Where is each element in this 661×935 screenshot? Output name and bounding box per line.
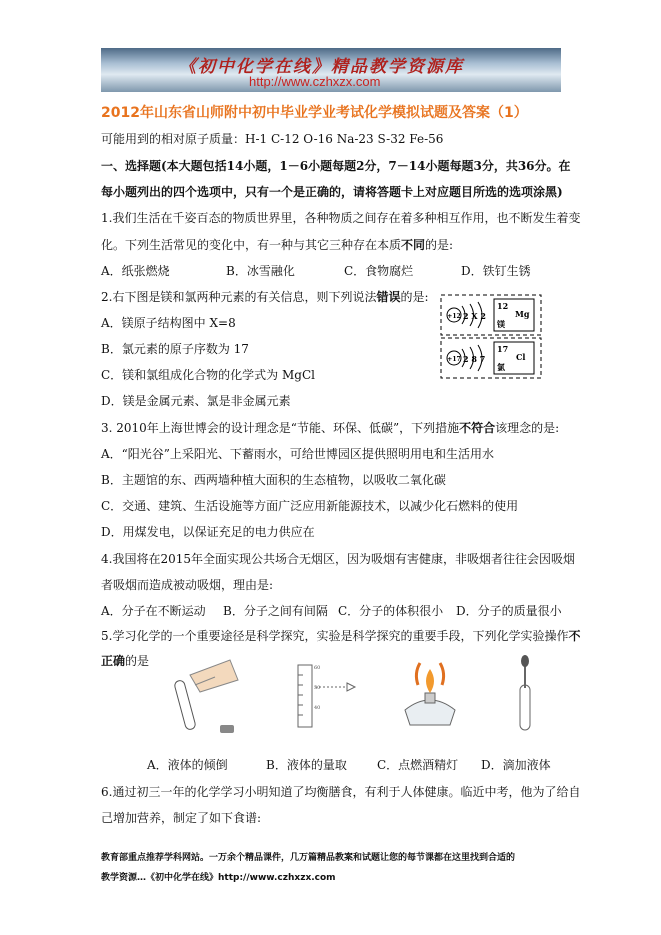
q1-text: 化。下列生活常见的变化中，有一种与其它三种存在本质 [101,238,402,252]
q5-option-d: D．滴加液体 [481,758,551,772]
cl-nucleus-label: +17 [447,356,461,363]
q4-option-c: C．分子的体积很小 [338,604,444,618]
q2-text-end: 的是: [400,290,429,304]
q5-emphasis: 不 [568,629,581,643]
banner-title: 《初中化学在线》精品教学资源库 [179,57,464,77]
q3-option-d: D．用煤发电，以保证充足的电力供应在 [101,525,315,539]
q2-stem [101,289,429,305]
pouring-liquid-illustration [174,660,238,733]
section1-line1: 一、选择题(本大题包括14小题，1－6小题每题2分，7－14小题每题3分，共36分。在 [101,159,571,173]
q5-option-c: C．点燃酒精灯 [377,758,459,772]
q3-option-a: A．“阳光谷”上采阳光、下蓄雨水，可给世博园区提供照明用电和生活用水 [101,447,494,461]
measuring-cylinder-illustration [298,665,355,727]
page-title: 2012年山东省山师附中初中毕业学业考试化学模拟试题及答案（1） [101,105,528,121]
element-info-figure [440,294,542,380]
alcohol-lamp-illustration [405,663,455,725]
q5-emphasis-2: 正确 [101,654,126,668]
q4-line2: 者吸烟而造成被动吸烟，理由是: [101,578,274,592]
q3-option-c: C．交通、建筑、生活设施等方面广泛应用新能源技术，以减少化石燃料的使用 [101,499,519,513]
atomic-masses: 可能用到的相对原子质量：H-1 C-12 O-16 Na-23 S-32 Fe-56 [101,132,444,146]
q1-text-end: 的是: [425,238,454,252]
q3-emphasis: 不符合 [459,421,496,435]
cl-name: 氯 [497,362,505,372]
cylinder-tick-40: 40 [314,705,321,711]
q6-line2: 己增加营养，制定了如下食谱: [101,811,262,825]
q3-option-b: B．主题馆的东、西两墙种植大面积的生态植物，以吸收二氧化碳 [101,473,446,487]
q1-option-d: D．铁钉生锈 [461,264,531,278]
cylinder-tick-60: 60 [314,665,321,671]
q2-text: 2.右下图是镁和氯两种元素的有关信息，则下列说法 [101,290,377,304]
q2-option-a: A．镁原子结构图中 X=8 [101,316,236,330]
q4-option-b: B．分子之间有间隔 [223,604,328,618]
cl-shells: 2 8 7 [463,354,486,364]
q6-line1: 6.通过初三一年的化学学习小明知道了均衡膳食，有利于人体健康。临近中考，他为了给自 [101,785,581,799]
q1-option-c: C．食物腐烂 [344,264,414,278]
footer-line2: 教学资源…《初中化学在线》http://www.czhxzx.com [101,873,336,883]
q4-option-a: A．分子在不断运动 [101,604,206,618]
mg-number: 12 [497,301,509,311]
mg-shells: 2 X 2 [463,311,486,321]
q5-text-end: 的是 [125,654,150,668]
footer-line1: 教育部重点推荐学科网站。一万余个精品课件，几万篇精品教案和试题让您的每节课都在这里找到合适的 [101,853,516,863]
q2-emphasis: 错误 [376,290,401,304]
q3-text: 3. 2010年上海世博会的设计理念是“节能、环保、低碳”，下列措施 [101,421,460,435]
q2-option-c: C．镁和氯组成化合物的化学式为 MgCl [101,368,315,382]
lab-operations-figure [150,655,550,740]
mg-symbol: Mg [515,309,530,319]
q5-option-b: B．液体的量取 [266,758,347,772]
q4-line1: 4.我国将在2015年全面实现公共场合无烟区，因为吸烟有害健康，非吸烟者往往会因吸烟 [101,552,575,566]
q5-option-a: A．液体的倾倒 [147,758,228,772]
q5-line2 [101,653,149,669]
section1-line2: 每小题列出的四个选项中，只有一个是正确的，请将答题卡上对应题目所选的选项涂黑) [101,185,563,199]
q5-line1 [101,628,580,644]
q1-option-a: A．纸张燃烧 [101,264,170,278]
q2-option-d: D．镁是金属元素、氯是非金属元素 [101,394,291,408]
q5-text: 5.学习化学的一个重要途径是科学探究，实验是科学探究的重要手段，下列化学实验操作 [101,629,569,643]
q3-stem [101,420,559,436]
mg-name: 镁 [497,319,505,329]
q1-option-b: B．冰雪融化 [226,264,295,278]
q1-line1: 1.我们生活在千姿百态的物质世界里，各种物质之间存在着多种相互作用，也不断发生着变 [101,211,581,225]
cl-symbol: Cl [516,352,526,362]
cl-number: 17 [497,344,509,354]
dropper-illustration [520,655,530,730]
header-banner [101,48,561,92]
banner-url: http://www.czhxzx.com [249,74,381,89]
q4-option-d: D．分子的质量很小 [456,604,562,618]
cylinder-tick-50: 50 [314,685,321,691]
q3-text-end: 该理念的是: [495,421,560,435]
q2-option-b: B．氯元素的原子序数为 17 [101,342,249,356]
q1-emphasis: 不同 [401,238,426,252]
mg-nucleus-label: +12 [447,313,461,320]
q1-line2 [101,237,453,253]
